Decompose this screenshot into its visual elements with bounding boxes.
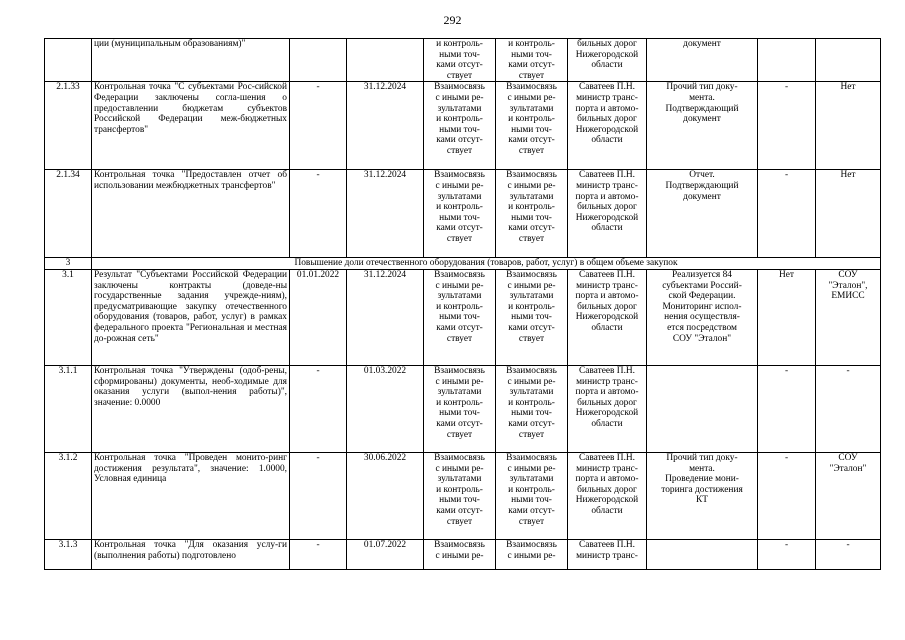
row-number-cell xyxy=(45,39,92,82)
document-cell: Прочий тип доку- мента. Подтверждающий документ xyxy=(647,82,758,170)
row-number-cell: 3.1 xyxy=(45,269,92,365)
predecessor-links-cell: Взаимосвязь с иными ре- зультатами и контроль- ными точ- ками отсут- ствует xyxy=(424,452,496,539)
table-row xyxy=(45,539,881,569)
predecessor-links-cell: Взаимосвязь с иными ре- зультатами и контроль- ными точ- ками отсут- ствует xyxy=(424,82,496,170)
table-row xyxy=(45,269,881,365)
table-body xyxy=(45,39,881,570)
predecessor-links-cell: Взаимосвязь с иными ре- зультатами и контроль- ными точ- ками отсут- ствует xyxy=(424,170,496,258)
status-cell: - xyxy=(758,82,816,170)
name-cell: Результат "Субъектами Российской Федерации заключены контракты (доведе-ны государственные задания учрежде-ниям), предусматривающие закупку отечественного оборудования (товаров, работ, услуг) в рамках федерального проекта "Региональная и местная до-рожная сеть" xyxy=(92,269,290,365)
status-cell: - xyxy=(758,170,816,258)
info-system-cell: - xyxy=(816,365,881,452)
start-date-cell: - xyxy=(290,170,347,258)
responsible-cell: Саватеев П.Н. министр транс- порта и автомо- бильных дорог Нижегородской области xyxy=(568,269,647,365)
table-row xyxy=(45,452,881,539)
info-system-cell: СОУ "Эталон" xyxy=(816,452,881,539)
row-number-cell: 3.1.2 xyxy=(45,452,92,539)
end-date-cell: 31.12.2024 xyxy=(347,269,424,365)
info-system-cell: СОУ "Эталон", ЕМИСС xyxy=(816,269,881,365)
section-title-cell: Повышение доли отечественного оборудования (товаров, работ, услуг) в общем объеме закупок xyxy=(92,258,881,270)
responsible-cell: Саватеев П.Н. министр транс- порта и автомо- бильных дорог Нижегородской области xyxy=(568,452,647,539)
status-cell: Нет xyxy=(758,269,816,365)
end-date-cell: 01.07.2022 xyxy=(347,539,424,569)
document-cell: Реализуется 84 субъектами Россий- ской Федерации. Мониторинг испол- нения осуществля- ется посредством СОУ "Эталон" xyxy=(647,269,758,365)
successor-links-cell: Взаимосвязь с иными ре- xyxy=(496,539,568,569)
document-cell xyxy=(647,365,758,452)
document-cell xyxy=(647,539,758,569)
info-system-cell: - xyxy=(816,539,881,569)
end-date-cell xyxy=(347,39,424,82)
name-cell: ции (муниципальным образованиям)" xyxy=(92,39,290,82)
section-number-cell: 3 xyxy=(45,258,92,270)
name-cell: Контрольная точка "Проведен монито-ринг достижения результата", значение: 1.0000, Условная единица xyxy=(92,452,290,539)
document-cell: Прочий тип доку- мента. Проведение мони- торинга достижения КТ xyxy=(647,452,758,539)
document-cell: Отчет. Подтверждающий документ xyxy=(647,170,758,258)
responsible-cell: Саватеев П.Н. министр транс- порта и автомо- бильных дорог Нижегородской области xyxy=(568,82,647,170)
status-cell: - xyxy=(758,452,816,539)
section-row xyxy=(45,258,881,270)
table-row xyxy=(45,39,881,82)
start-date-cell: - xyxy=(290,539,347,569)
name-cell: Контрольная точка "Предоставлен отчет об использовании межбюджетных трансфертов" xyxy=(92,170,290,258)
start-date-cell xyxy=(290,39,347,82)
status-cell: - xyxy=(758,539,816,569)
responsible-cell: бильных дорог Нижегородской области xyxy=(568,39,647,82)
successor-links-cell: Взаимосвязь с иными ре- зультатами и контроль- ными точ- ками отсут- ствует xyxy=(496,82,568,170)
row-number-cell: 2.1.34 xyxy=(45,170,92,258)
successor-links-cell: Взаимосвязь с иными ре- зультатами и контроль- ными точ- ками отсут- ствует xyxy=(496,170,568,258)
successor-links-cell: Взаимосвязь с иными ре- зультатами и контроль- ными точ- ками отсут- ствует xyxy=(496,452,568,539)
start-date-cell: - xyxy=(290,365,347,452)
predecessor-links-cell: Взаимосвязь с иными ре- зультатами и контроль- ными точ- ками отсут- ствует xyxy=(424,365,496,452)
successor-links-cell: Взаимосвязь с иными ре- зультатами и контроль- ными точ- ками отсут- ствует xyxy=(496,269,568,365)
end-date-cell: 31.12.2024 xyxy=(347,82,424,170)
name-cell: Контрольная точка "Для оказания услу-ги (выполнения работы) подготовлено xyxy=(92,539,290,569)
document-cell: документ xyxy=(647,39,758,82)
start-date-cell: 01.01.2022 xyxy=(290,269,347,365)
name-cell: Контрольная точка "Утверждены (одоб-рены, сформированы) документы, необ-ходимые для оказания услуги (выпол-нения работы)", значение: 0.0000 xyxy=(92,365,290,452)
control-points-table xyxy=(44,38,881,570)
end-date-cell: 01.03.2022 xyxy=(347,365,424,452)
successor-links-cell: Взаимосвязь с иными ре- зультатами и контроль- ными точ- ками отсут- ствует xyxy=(496,365,568,452)
predecessor-links-cell: и контроль- ными точ- ками отсут- ствует xyxy=(424,39,496,82)
status-cell xyxy=(758,39,816,82)
start-date-cell: - xyxy=(290,452,347,539)
table-row xyxy=(45,170,881,258)
info-system-cell xyxy=(816,39,881,82)
name-cell: Контрольная точка "С субъектами Рос-сийской Федерации заключены согла-шения о предоставлении бюджетам субъектов Российской Федерации меж-бюджетных трансфертов" xyxy=(92,82,290,170)
status-cell: - xyxy=(758,365,816,452)
row-number-cell: 2.1.33 xyxy=(45,82,92,170)
predecessor-links-cell: Взаимосвязь с иными ре- зультатами и контроль- ными точ- ками отсут- ствует xyxy=(424,269,496,365)
info-system-cell: Нет xyxy=(816,82,881,170)
info-system-cell: Нет xyxy=(816,170,881,258)
predecessor-links-cell: Взаимосвязь с иными ре- xyxy=(424,539,496,569)
row-number-cell: 3.1.1 xyxy=(45,365,92,452)
table-row xyxy=(45,82,881,170)
responsible-cell: Саватеев П.Н. министр транс- порта и автомо- бильных дорог Нижегородской области xyxy=(568,170,647,258)
responsible-cell: Саватеев П.Н. министр транс- xyxy=(568,539,647,569)
start-date-cell: - xyxy=(290,82,347,170)
table-row xyxy=(45,365,881,452)
successor-links-cell: и контроль- ными точ- ками отсут- ствует xyxy=(496,39,568,82)
end-date-cell: 30.06.2022 xyxy=(347,452,424,539)
page-number: 292 xyxy=(443,13,462,27)
responsible-cell: Саватеев П.Н. министр транс- порта и автомо- бильных дорог Нижегородской области xyxy=(568,365,647,452)
end-date-cell: 31.12.2024 xyxy=(347,170,424,258)
row-number-cell: 3.1.3 xyxy=(45,539,92,569)
